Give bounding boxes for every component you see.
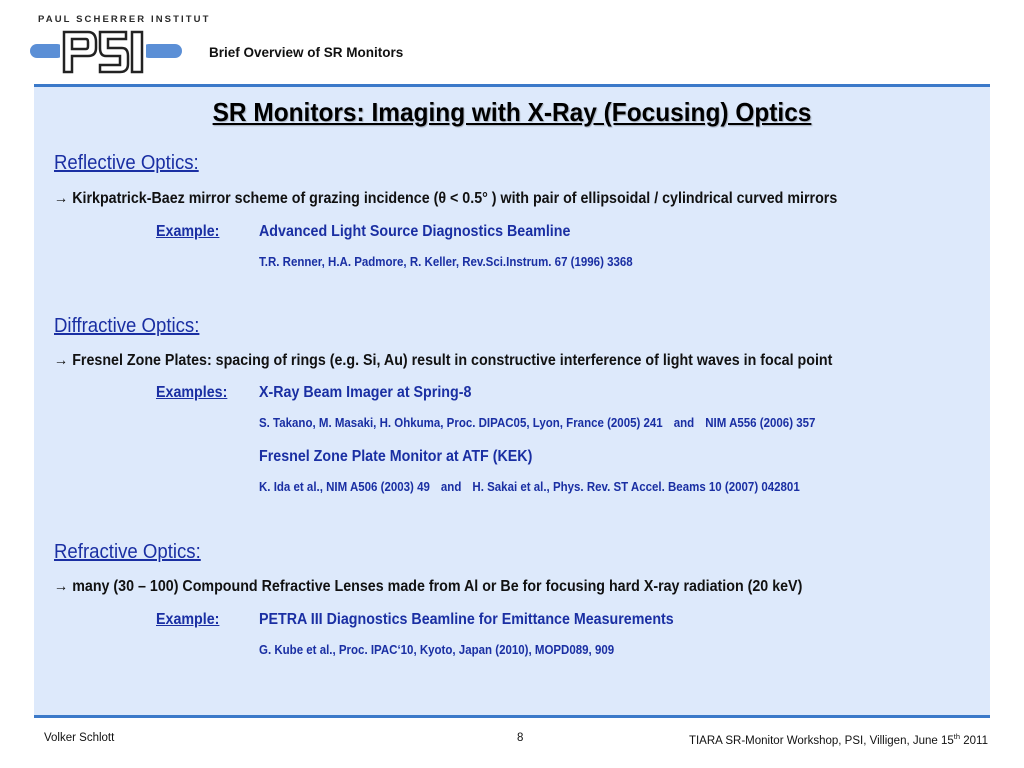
reflective-example-label: Example: <box>156 223 220 240</box>
diffractive-heading: Diffractive Optics: <box>54 315 200 337</box>
diffractive-reference-2 <box>259 480 800 494</box>
diffractive-reference-1 <box>259 416 815 430</box>
reflective-heading: Reflective Optics: <box>54 152 199 174</box>
event-sup: th <box>953 732 961 741</box>
reflective-reference: T.R. Renner, H.A. Padmore, R. Keller, Rev.Sci.Instrum. 67 (1996) 3368 <box>259 255 633 269</box>
reference-2b: H. Sakai et al., Phys. Rev. ST Accel. Beams 10 (2007) 042801 <box>472 480 800 494</box>
footer-author: Volker Schlott <box>44 732 115 744</box>
refractive-heading: Refractive Optics: <box>54 541 201 563</box>
refractive-example-value: PETRA III Diagnostics Beamline for Emittance Measurements <box>259 611 674 628</box>
diffractive-example-value-1: X-Ray Beam Imager at Spring-8 <box>259 384 472 401</box>
reference-2-join: and <box>440 480 462 494</box>
event-suffix: 2011 <box>960 734 988 747</box>
reflective-line: → Kirkpatrick-Baez mirror scheme of grazing incidence (θ < 0.5° ) with pair of ellipsoidal / cylindrical curved mirrors <box>54 190 838 207</box>
logo-text: PAUL SCHERRER INSTITUT <box>38 14 211 25</box>
reference-1b: NIM A556 (2006) 357 <box>705 416 816 430</box>
refractive-example-label: Example: <box>156 611 220 628</box>
psi-logo <box>30 14 211 76</box>
refractive-line: → many (30 – 100) Compound Refractive Lenses made from Al or Be for focusing hard X-ray radiation (20 keV) <box>54 578 803 595</box>
event-prefix: TIARA SR-Monitor Workshop, PSI, Villigen, June 15 <box>688 734 954 747</box>
footer-event <box>689 732 988 747</box>
slide-title: SR Monitors: Imaging with X-Ray (Focusing) Optics <box>212 97 812 127</box>
reference-1a: S. Takano, M. Masaki, H. Ohkuma, Proc. DIPAC05, Lyon, France (2005) 241 <box>259 416 663 430</box>
diffractive-line: → Fresnel Zone Plates: spacing of rings (e.g. Si, Au) result in constructive interference of light waves in focal point <box>54 352 833 369</box>
bottom-divider <box>34 715 990 718</box>
header-title: Brief Overview of SR Monitors <box>209 45 404 60</box>
reflective-example-value: Advanced Light Source Diagnostics Beamline <box>259 223 571 240</box>
refractive-reference: G. Kube et al., Proc. IPAC‘10, Kyoto, Japan (2010), MOPD089, 909 <box>259 643 615 657</box>
diffractive-example-value-2: Fresnel Zone Plate Monitor at ATF (KEK) <box>259 448 533 465</box>
page-number: 8 <box>517 732 524 744</box>
reference-1-join: and <box>673 416 695 430</box>
psi-logo-icon <box>30 28 182 76</box>
reference-2a: K. Ida et al., NIM A506 (2003) 49 <box>259 480 430 494</box>
diffractive-example-label: Examples: <box>156 384 228 401</box>
